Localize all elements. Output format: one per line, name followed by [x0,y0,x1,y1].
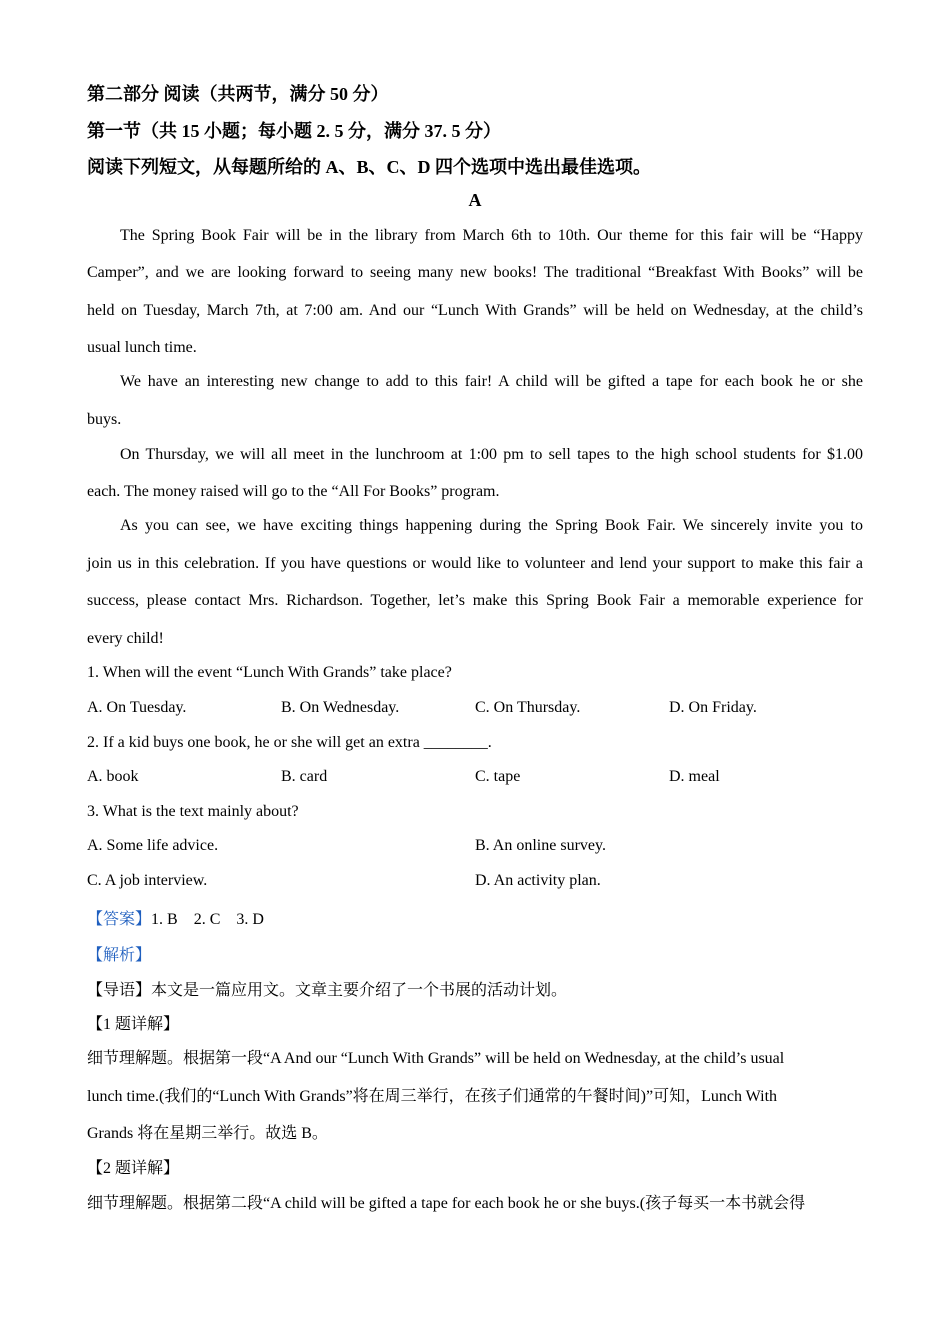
passage-line: usual lunch time. [87,339,197,356]
option-c: C. A job interview. [87,872,208,889]
instruction: 阅读下列短文，从每题所给的 A、B、C、D 四个选项中选出最佳选项。 [87,157,651,177]
option-c: C. tape [475,768,521,785]
answer-line [87,906,264,929]
passage-line: success, please contact Mrs. Richardson. Together, let’s make this Spring Book Fair a memorable experience for [87,592,863,609]
option-a: A. On Tuesday. [87,699,187,716]
passage-line: As you can see, we have exciting things happening during the Spring Book Fair. We sincerely invite you to [120,517,863,534]
passage-line: We have an interesting new change to add to this fair! A child will be gifted a tape for each book he or she [120,373,863,390]
q2-detail-line: 细节理解题。根据第二段“A child will be gifted a tape for each book he or she buys.(孩子每买一本书就会得 [87,1195,806,1212]
passage-line: buys. [87,411,122,428]
q1-detail-line: 细节理解题。根据第一段“A And our “Lunch With Grands” will be held on Wednesday, at the child’s usual [87,1050,785,1067]
option-b: B. On Wednesday. [281,699,400,716]
analysis-label: 【解析】 [87,947,152,964]
option-d: D. An activity plan. [475,872,601,889]
question-stem: 2. If a kid buys one book, he or she will get an extra ________. [87,734,492,751]
passage-line: every child! [87,630,164,647]
passage-line: join us in this celebration. If you have questions or would like to volunteer and lend your support to make this fair a [87,555,863,572]
passage-line: held on Tuesday, March 7th, at 7:00 am. And our “Lunch With Grands” will be held on Wednesday, at the child’s [87,302,863,319]
option-c: C. On Thursday. [475,699,581,716]
q2-detail-title: 【2 题详解】 [87,1160,180,1177]
passage-line: On Thursday, we will all meet in the lunchroom at 1:00 pm to sell tapes to the high school students for $1.00 [120,446,863,463]
option-b: B. An online survey. [475,837,606,854]
option-a: A. Some life advice. [87,837,219,854]
question-stem: 1. When will the event “Lunch With Grands” take place? [87,664,452,681]
option-d: D. meal [669,768,720,785]
passage-line: each. The money raised will go to the “All For Books” program. [87,483,500,500]
answer-label: 【答案】 [87,911,152,928]
passage-line: The Spring Book Fair will be in the library from March 6th to 10th. Our theme for this fair will be “Happy [120,227,863,244]
option-b: B. card [281,768,328,785]
q1-detail-line: Grands 将在星期三举行。故选 B。 [87,1125,328,1142]
question-stem: 3. What is the text mainly about? [87,803,299,820]
option-a: A. book [87,768,139,785]
passage-title: A [468,190,482,210]
q1-detail-line: lunch time.(我们的“Lunch With Grands”将在周三举行，在孩子们通常的午餐时间)”可知，Lunch With [87,1088,778,1105]
part-heading: 第二部分 阅读（共两节，满分 50 分） [87,84,389,104]
section-heading: 第一节（共 15 小题；每小题 2. 5 分，满分 37. 5 分） [87,121,501,141]
q1-detail-title: 【1 题详解】 [87,1016,180,1033]
answer-text: 1. B 2. C 3. D [151,911,264,928]
option-d: D. On Friday. [669,699,757,716]
passage-line: Camper”, and we are looking forward to seeing many new books! The traditional “Breakfast With Books” will be [87,264,863,281]
guide-text: 【导语】本文是一篇应用文。文章主要介绍了一个书展的活动计划。 [87,982,568,999]
